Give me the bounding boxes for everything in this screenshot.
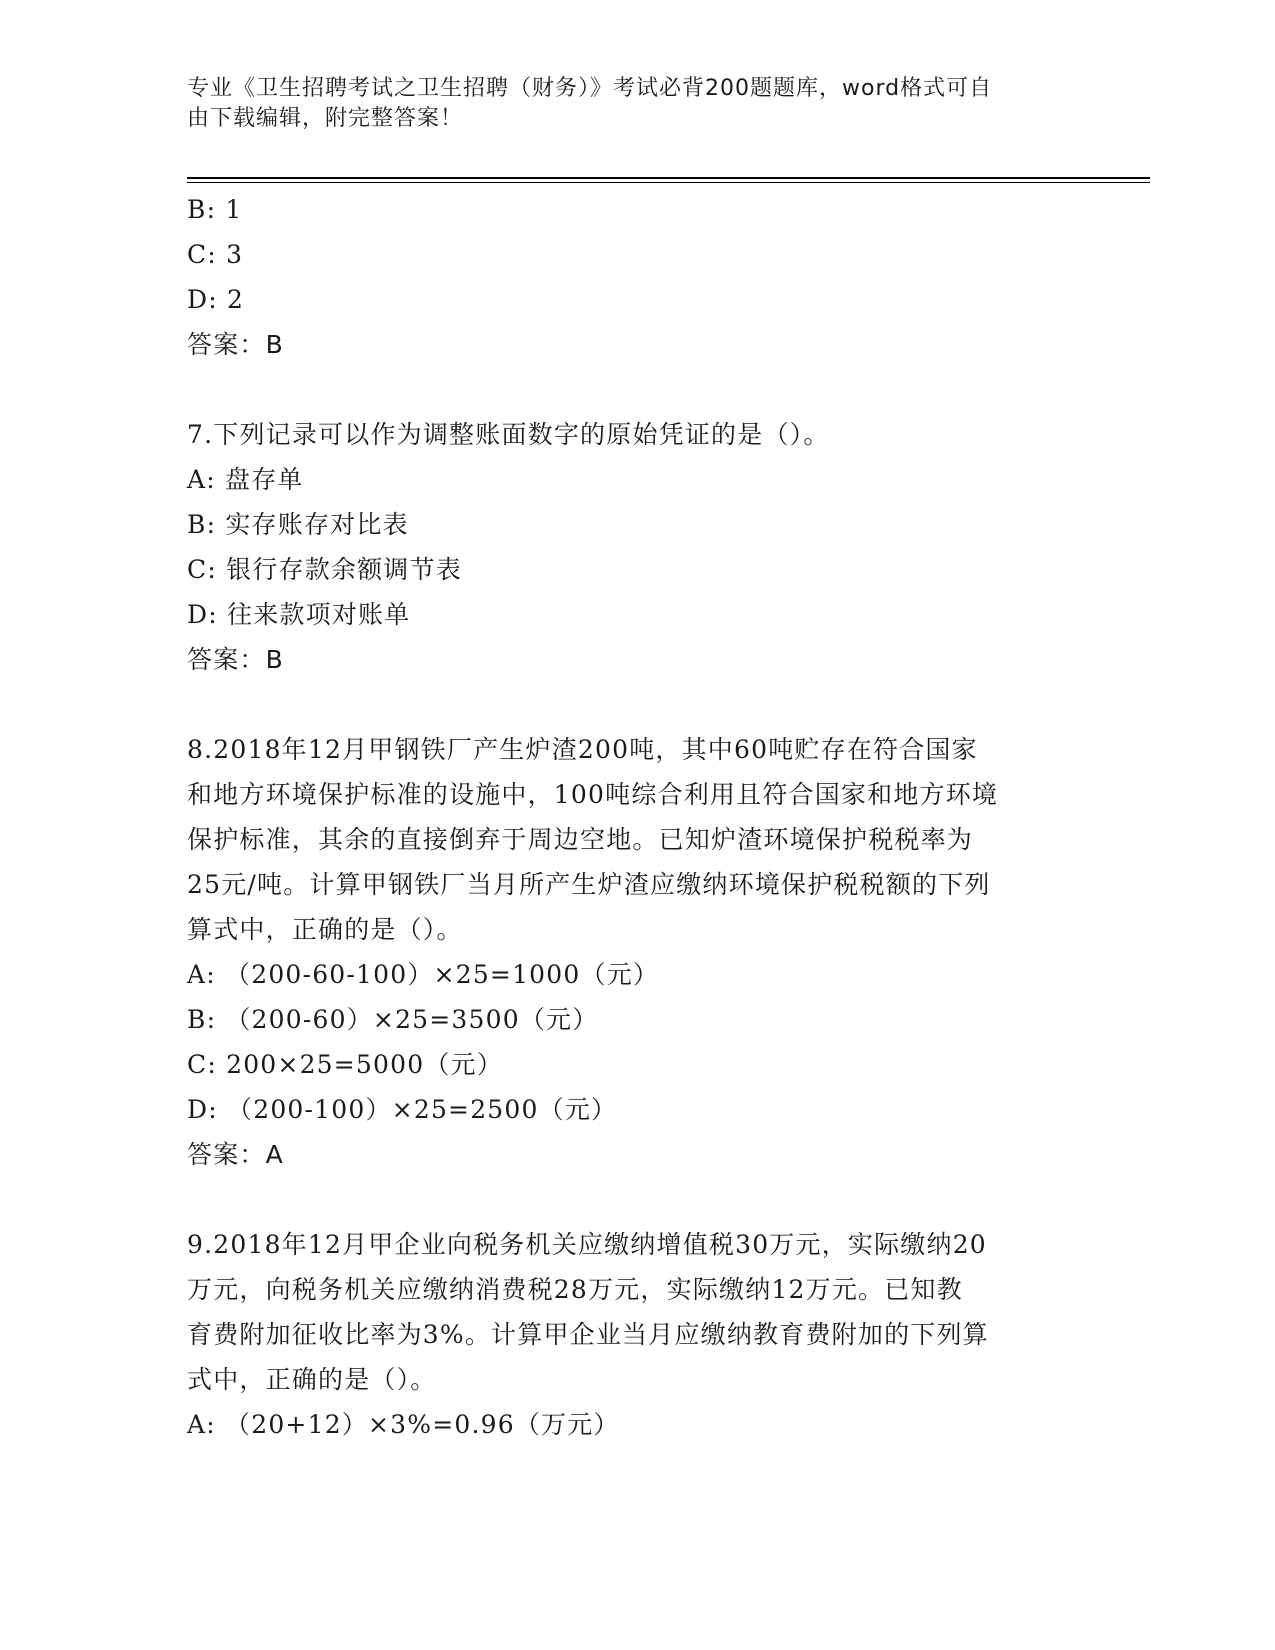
q6-option-d: D: 2 <box>187 285 245 314</box>
q9-stem-line-4: 式中，正确的是（）。 <box>187 1365 437 1394</box>
q8-stem-line-5: 算式中，正确的是（）。 <box>187 915 463 944</box>
q9-option-a: A: （20+12）×3%=0.96（万元） <box>187 1410 620 1439</box>
q7-option-a: A: 盘存单 <box>187 465 304 494</box>
q8-answer: 答案：A <box>187 1140 284 1169</box>
q7-option-b: B: 实存账存对比表 <box>187 510 409 539</box>
header-divider-thin <box>187 182 1150 183</box>
q6-option-b: B: 1 <box>187 195 243 224</box>
document-header <box>187 74 1067 134</box>
q7-option-d: D: 往来款项对账单 <box>187 600 411 629</box>
q9-stem-line-3: 育费附加征收比率为3%。计算甲企业当月应缴纳教育费附加的下列算 <box>187 1320 989 1349</box>
q8-stem-line-3: 保护标准，其余的直接倒弃于周边空地。已知炉渣环境保护税税率为 <box>187 825 974 854</box>
q8-option-a: A: （200-60-100）×25=1000（元） <box>187 960 660 989</box>
q8-stem-line-2: 和地方环境保护标准的设施中，100吨综合利用且符合国家和地方环境 <box>187 780 999 809</box>
header-line-2: 由下载编辑，附完整答案！ <box>187 106 464 131</box>
q7-stem: 7.下列记录可以作为调整账面数字的原始凭证的是（）。 <box>187 420 830 449</box>
q8-stem-line-4: 25元/吨。计算甲钢铁厂当月所产生炉渣应缴纳环境保护税税额的下列 <box>187 870 991 899</box>
q9-stem-line-1: 9.2018年12月甲企业向税务机关应缴纳增值税30万元，实际缴纳20 <box>187 1230 987 1259</box>
q6-option-c: C: 3 <box>187 240 244 269</box>
header-divider-thick <box>187 177 1150 179</box>
q7-option-c: C: 银行存款余额调节表 <box>187 555 462 584</box>
header-line-1: 专业《卫生招聘考试之卫生招聘（财务）》考试必背200题题库，word格式可自 <box>187 76 993 101</box>
q7-answer: 答案：B <box>187 645 284 674</box>
q9-stem-line-2: 万元，向税务机关应缴纳消费税28万元，实际缴纳12万元。已知教 <box>187 1275 963 1304</box>
q6-answer: 答案：B <box>187 330 284 359</box>
q8-stem-line-1: 8.2018年12月甲钢铁厂产生炉渣200吨，其中60吨贮存在符合国家 <box>187 735 978 764</box>
q8-option-d: D: （200-100）×25=2500（元） <box>187 1095 618 1124</box>
q8-option-c: C: 200×25=5000（元） <box>187 1050 503 1079</box>
q8-option-b: B: （200-60）×25=3500（元） <box>187 1005 599 1034</box>
